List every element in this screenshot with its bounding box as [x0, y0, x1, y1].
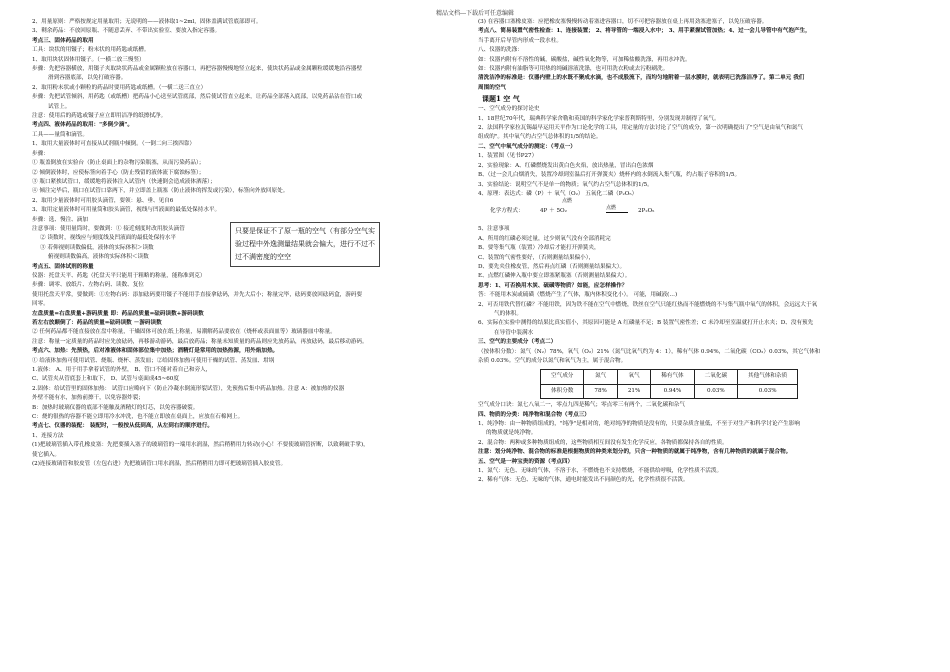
- left-line: (1)把玻璃管插入带孔橡皮塞：先把要插入塞子的玻璃管的一端用水润湿，然后稍稍用力转动(小心！不要使玻璃管折断，以致刺破手掌)，: [32, 442, 369, 449]
- page-header: 精品文档---下载后可任意编辑: [435, 10, 515, 17]
- right-mid-line: 1、18世纪70年代，瑞典科学家舍勒和英国的科学家化学家普利斯特里，分别发现并制得了氧气。: [478, 115, 720, 122]
- right-end-line: 的物质就是纯净物。: [486, 430, 537, 437]
- left-line: C：烧的很热的容器不能立即用冷水冲洗，也不能立即放在桌面上，应放在石棉网上。: [32, 414, 244, 421]
- right-mid-line: B、（过一会儿白烟消失，装置冷却到室温后打开弹簧夹）烧杯内的水倒流入集气瓶，约占瓶子容积的1/5。: [478, 172, 741, 179]
- equation-condition-2: 点燃: [606, 205, 617, 212]
- right-top-line: 如：仪器内附有油脂等可用热的纯碱溶液洗涤，也可用洗衣粉或去污粉刷洗。: [478, 66, 669, 73]
- right-top-line: (3) 在容器口塞橡皮塞：应把橡皮塞慢慢转动着塞进容器口，切不可把容器放在桌上再用劲塞进塞子，以免压破容器。: [478, 19, 768, 25]
- right-end-line: 2、稀有气体：无色、无味的气体，通电时能发出不同颜色的光，化学性质很不活泼。: [478, 477, 689, 484]
- right-mid-line: 4、原理：表达式：磷（P）＋ 氧气（O₂） 五氧化二磷（P₂O₅）: [478, 190, 638, 197]
- right-end-line: 2、混合物：两种或多种物质组成的，这些物质相互间没有发生化学反应，各物质都保持各自的性质。: [478, 439, 728, 446]
- right-top-line: 考点八、简易装置气密性检查：1、连接装置； 2、将导管的一端浸入水中； 3、用手紧握试管加热；4、过一会儿导管中有气泡产生，: [478, 28, 811, 35]
- left-line: 1.液体： A、用于用手拿着试管的外壁， B、管口不能对着自己和旁人，: [32, 367, 212, 374]
- right-top-line: 如：仪器内附有不溶性的碱，碳酸盐，碱性氧化物等，可加稀盐酸洗涤，再用水冲洗。: [478, 56, 691, 63]
- table-cell: 78%: [584, 384, 617, 398]
- right-bottom-line: 在导管中装满水: [494, 329, 534, 336]
- table-cell: 21%: [617, 384, 650, 398]
- right-bottom-line: 三、空气的主要成分（考点二）: [478, 339, 557, 346]
- right-bottom-line: 6、实际在实验中测得的结果比真实值小，其原因可能是 A 红磷量不足；B 装置气密性差；C 未冷却至室温就打开止水夹；D、没有预先: [478, 320, 814, 327]
- right-bottom-line: 答：不能用木炭或硫磺（燃烧产生了气体，瓶内体积变化小）。 可能，用碱液(…): [478, 292, 678, 299]
- right-bottom-line: 杂质 0.03%。空气的成分以氮气和氧气为主，属于混合物。: [478, 358, 627, 364]
- left-line: 步骤：先把试管倾斜，用药匙（或纸槽）把药品小心送至试管底部，然后使试管直立起来，让药品全部落入底部，以免药品沾在管口或: [32, 94, 363, 101]
- left-line: 考点三、固体药品的取用: [32, 37, 94, 44]
- right-bottom-line: 气的体积。: [494, 310, 522, 317]
- right-end-line: 注意：划分纯净物、混合物的标准是根据物质的种类来划分的，只含一种物质的就属于纯净物，含有几种物质的就属于混合物。: [478, 449, 792, 456]
- equation-label: 化学方程式：: [490, 208, 524, 215]
- right-bottom-line: 2、可否用铁代替红磷？不能用铁，因为铁不能在空气中燃烧，铁丝在空气只能红热而不能燃烧的不与集气瓶中氧气的体积，会远远大于氧: [478, 301, 818, 308]
- left-line: 外壁不能有水，加热前擦干，以免容器炸裂；: [32, 395, 144, 402]
- left-line: 1、连接方法: [32, 432, 64, 439]
- table-header-cell: 二氧化碳: [694, 370, 737, 384]
- chemical-equation: [478, 199, 914, 225]
- table-cell: 0.03%: [694, 384, 737, 398]
- equation-products: 2P₂O₅: [638, 208, 655, 215]
- left-line: B：加热时玻璃仪器的底部不能触及酒精灯的灯芯，以免容器破裂。: [32, 404, 199, 411]
- left-line: 1、取用大量液体时可直接从试剂瓶中倾倒。（一倒二向三挨四靠）: [32, 141, 195, 148]
- table-header-cell: 氧气: [617, 370, 650, 384]
- equation-arrow: [606, 212, 628, 213]
- left-line: 工具：块状的用镊子；粉末状的用药匙或纸槽。: [32, 47, 150, 54]
- left-line: ③ 若仰视则读数偏低，液体的实际体积＞读数: [40, 244, 154, 251]
- right-bottom-line: D、要先夹住橡皮管，然后再点红磷（否则测量结果偏大）。: [478, 263, 626, 270]
- right-bottom-line: C、装置的气密性要好，（否则测量结果偏小），: [478, 254, 595, 261]
- left-line: 注意：使用后的药匙或镊子应立即用洁净的纸擦拭净。: [32, 113, 167, 120]
- air-composition-table: [540, 369, 798, 399]
- left-line: ② 任何药品都不能直接放在盘中称量，干燥固体可放在纸上称量，易潮解药品要放在（烧杯或表面皿等）玻璃器皿中称量。: [32, 329, 336, 336]
- equation-reactants: 4P ＋ 5O₂: [540, 208, 567, 215]
- equation-condition: 点燃: [562, 198, 573, 205]
- right-end-line: 五、空气是一种宝贵的资源（考点四）: [478, 458, 574, 465]
- left-line: 注意：称量一定质量的药品时应先放砝码，再移游动游码，最后放药品；称量未知质量的药品则应先放药品，再放砝码，最后移动游码。: [32, 338, 368, 345]
- left-line: C、试管夹从管底套上和取下， D、试管与桌面成45~60度: [32, 376, 179, 383]
- table-cell: 0.03%: [738, 384, 798, 398]
- left-line: 2.固体：给试管里的固体加热： 试管口应略向下（防止冷凝水倒流形裂试管），先预热后集中药品加热。注意 A：被加热的仪器: [32, 385, 345, 392]
- left-line: 考点五、固体试剂的称量: [32, 263, 94, 270]
- left-line: 俯视则读数偏高，液体的实际体积＜读数: [48, 254, 149, 261]
- left-line: 步骤：: [32, 150, 49, 157]
- left-line: 注意事项：使用量筒时，要做到：① 接近刻度时改用胶头滴管: [32, 225, 185, 232]
- right-bottom-line: 思考：1、可否换用木炭、硫磺等物质？如能，应怎样操作？: [478, 282, 628, 289]
- table-header-cell: 空气成分: [541, 370, 584, 384]
- right-bottom-line: A、所用的红磷必须过量，过少则氧气没有全部消耗完: [478, 235, 611, 242]
- left-line: 仪器：托盘天平、药匙（托盘天平只能用于粗略的称量，能称准到克）: [32, 272, 206, 279]
- right-bottom-line: E、点燃红磷伸入瓶中要立即塞紧瓶塞（否则测量结果偏大）。: [478, 273, 631, 280]
- left-line: 试管上。: [48, 103, 71, 110]
- table-header-cell: 其他气体和杂质: [738, 370, 798, 384]
- right-end-line: 1、纯净物：由一种物质组成的，"纯净"是相对的，绝对纯净的物质是没有的，只要杂质含量低，不至于对生产和科学讨论产生影响: [478, 421, 800, 428]
- right-end-line: 四、物质的分类：纯净物和混合物（考点三）: [478, 411, 590, 418]
- left-line: ③ 瓶口紧挨试管口，缓缓地将液体注入试管内（快速倒会造成液体洒落）；: [32, 178, 216, 185]
- left-line: 2、取用粉末状或小颗粒的药品时要用药匙或纸槽。（一横二送三直立）: [32, 84, 207, 91]
- right-bottom-line: 5、注意事项: [478, 226, 510, 233]
- left-line: 回零。: [32, 301, 49, 308]
- table-cell: 体积分数: [541, 384, 584, 398]
- right-end-line: 空气成分口诀：氮七八氧二一，零点九四是稀气；零点零三有两个，二氧化碳和杂气: [478, 402, 685, 409]
- right-mid-line: 3、实验结论：说明空气不是单一的物质；氧气约占空气总体积的1/5。: [478, 181, 653, 188]
- right-end-line: 1、氮气：无色、无味的气体，不溶于水，不燃烧也不支持燃烧，不能供给呼吸，化学性质不活泼。: [478, 468, 723, 475]
- left-line: ② 倾倒液体时，应使标签向着手心（防止残留的液体流下腐蚀标签）；: [32, 169, 205, 176]
- annotation-note-box: 只要是保证不了原一瓶的空气（有部分空气实验过程中外逸测量结果就会偏大，进行不过不过不满密度的空空: [230, 222, 380, 267]
- right-column: [478, 18, 914, 486]
- right-top-line: 当手离开后导管内形成一段水柱。: [478, 37, 562, 44]
- right-mid-line: 1、装置图（见书P27）: [478, 153, 538, 160]
- left-line: 3、取用定量液体时可用量筒和胶头滴管，视线与凹液面的最低处保持水平。: [32, 207, 221, 214]
- right-bottom-line: B、要等集气瓶（装置）冷却后才能打开弹簧夹，: [478, 245, 600, 252]
- left-line: 考点六、加热：先预热，后对准液体和固体部位集中加热；酒精灯是常用的加热热源，用外焰加热。: [32, 348, 279, 355]
- left-line: 考点七、仪器的装配： 装配时，一般按从低到高，从左到右的顺序进行。: [32, 423, 213, 430]
- right-mid-line: 一、空气成分的探讨论史: [478, 106, 540, 113]
- left-line: 工具——量筒和滴管。: [32, 131, 88, 138]
- table-cell: 0.94%: [651, 384, 694, 398]
- table-header-cell: 氮气: [584, 370, 617, 384]
- left-line: 使它插入。: [32, 451, 60, 458]
- right-top-line: 八、仪器的洗涤：: [478, 47, 523, 54]
- right-top-line: 清洗洁净的标准是：仪器内壁上的水既不聚成水滴，也不成股流下，而均匀地附着一层水膜时，就表明已洗涤洁净了。第二单元 我们: [478, 75, 805, 82]
- right-mid-line: 组成的"。其中氧气约占空气总体积的1/5的结论。: [478, 134, 602, 141]
- left-line: 3、剩余药品：不放回原瓶、不随意丢弃、不带出实验室、要放入指定容器。: [32, 28, 221, 35]
- left-line: 2、用量原则：严格按规定用量取用；无说明的——液体取1~2ml，固体盖满试管底部即可。: [32, 19, 262, 25]
- left-line: ① 给液体加热可使用试管、烧瓶、烧杯、蒸发皿；②给固体加热可使用干燥的试管、蒸发皿、坩埚: [32, 357, 275, 364]
- right-mid-line: 2、实验现象：A、红磷燃烧发出黄白色火焰，放出热量，冒出白色浓烟: [478, 162, 654, 169]
- left-line: 使用托盘天平常，要做到：①左物右码：添加砝码要用镊子不能用手直接拿砝码，并先大后小；称量完毕，砝码要放回砝码盒，游码要: [32, 291, 363, 298]
- right-mid-line: 2、法国科学家拉瓦锡最早运用天平作为口论化学的工具，用定量的方法讨论了空气的成分，第一次明确提出了"空气是由氧气和氮气: [478, 125, 803, 132]
- left-line: 步骤：先把容器横放，用镊子夹取块状药品或金属颗粒放在容器口，再把容器慢慢地竖立起来，使块状药品或金属颗粒缓缓地沿容器壁: [32, 66, 363, 73]
- right-bottom-line: （按体积分数）：氮气（N₂）78%，氧气（O₂）21%（氮气比氧气约为 4：1），稀有气体 0.94%，二氧化碳（CO₂）0.03%，其它气体和: [478, 348, 821, 355]
- left-line: ④ 倾注完毕后，瓶口在试管口靠两下，并立即盖上瓶塞（防止液体的挥发或污染），标签向外放回原处。: [32, 188, 289, 195]
- left-line: 考点四、液体药品的取用："多倒少滴"。: [32, 122, 133, 129]
- left-line: 左盘质量=右盘质量+游码质量 即：药品的质量=砝码读数+游码读数: [32, 310, 204, 317]
- unit-title: 课题1 空 气: [482, 94, 520, 104]
- right-top-line: 周围的空气: [478, 84, 506, 91]
- left-line: 若左右放颠倒了：药品的质量=砝码读数 －游码读数: [32, 320, 162, 326]
- table-header-cell: 稀有气体: [651, 370, 694, 384]
- left-line: (2)连接玻璃管和胶皮管（左包右进）先把玻璃管口用水润湿，然后稍稍用力即可把玻璃管插入胶皮管。: [32, 461, 287, 468]
- left-line: 滑到容器底部，以免打破容器。: [48, 75, 127, 82]
- left-line: 步骤：调零、放纸片、左物右码、读数、复位: [32, 282, 144, 289]
- left-line: ② 读数时，视线应与刻度线及凹液面的最低处保持水平: [40, 235, 177, 242]
- left-line: ① 瓶盖倒放在实验台（防止桌面上的杂物污染瓶塞，从而污染药品）；: [32, 160, 205, 167]
- left-line: 2、取用少量液体时可用胶头滴管，要领：悬、垂、见自6: [32, 197, 174, 204]
- left-line: 1、取用块状固体用镊子。（一横二放三慢竖）: [32, 56, 145, 63]
- left-line: 步骤：选、慢注、滴加: [32, 216, 88, 223]
- right-mid-line: 二、空气中氧气成分的测定：（考点一）: [478, 143, 576, 150]
